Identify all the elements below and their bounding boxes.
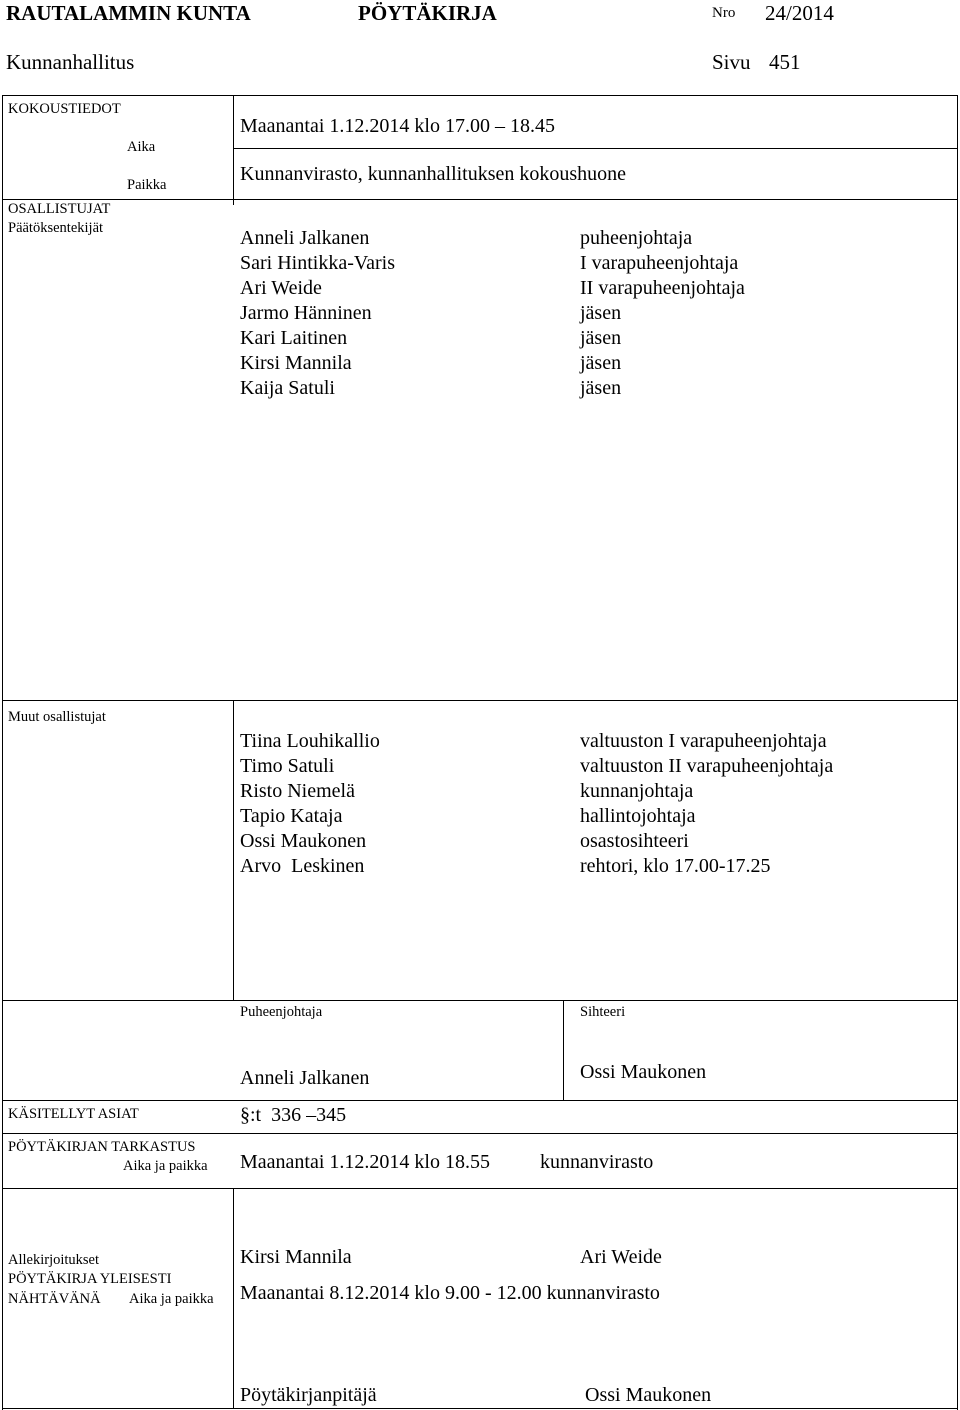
keeper-label: Pöytäkirjanpitäjä <box>240 1384 377 1406</box>
review-section-rule <box>2 1188 958 1189</box>
meeting-section-rule <box>2 199 958 200</box>
review-time-place-label: Aika ja paikka <box>123 1158 208 1174</box>
meeting-place: Kunnanvirasto, kunnanhallituksen kokoushuone <box>240 163 627 185</box>
member-name: Kari Laitinen <box>240 327 348 349</box>
member-role: jäsen <box>580 352 622 374</box>
others-section-rule <box>2 1000 958 1001</box>
column-divider <box>233 700 234 1000</box>
member-role: jäsen <box>580 327 622 349</box>
approver-name-2: Ari Weide <box>580 1246 662 1268</box>
approver-name-1: Kirsi Mannila <box>240 1246 352 1268</box>
document-type: PÖYTÄKIRJA <box>358 1 497 25</box>
time-label: Aika <box>127 139 156 155</box>
other-participants-label: Muut osallistujat <box>8 709 106 725</box>
other-name: Tapio Kataja <box>240 805 343 827</box>
member-role: puheenjohtaja <box>580 227 693 249</box>
handled-items-label: KÄSITELLYT ASIAT <box>8 1106 139 1122</box>
other-name: Arvo Leskinen <box>240 855 365 877</box>
page-number: 451 <box>769 50 801 74</box>
other-role: rehtori, klo 17.00-17.25 <box>580 855 771 877</box>
other-name: Risto Niemelä <box>240 780 355 802</box>
meeting-section-label: KOKOUSTIEDOT <box>8 101 121 117</box>
approvals-label: Allekirjoitukset <box>8 1252 100 1268</box>
keeper-name: Ossi Maukonen <box>585 1384 712 1406</box>
chair-name: Anneli Jalkanen <box>240 1067 370 1089</box>
secretary-name: Ossi Maukonen <box>580 1061 707 1083</box>
governing-body: Kunnanhallitus <box>6 50 135 74</box>
municipality-name: RAUTALAMMIN KUNTA <box>6 1 251 25</box>
column-divider <box>233 1188 234 1408</box>
handled-section-rule <box>2 1133 958 1134</box>
member-role: jäsen <box>580 377 622 399</box>
member-name: Anneli Jalkanen <box>240 227 370 249</box>
other-role: valtuuston I varapuheenjohtaja <box>580 730 827 752</box>
member-names <box>240 226 395 401</box>
frame-top-border <box>2 95 958 96</box>
participants-section-label: OSALLISTUJAT <box>8 201 111 217</box>
member-role: I varapuheenjohtaja <box>580 252 739 274</box>
document-number: 24/2014 <box>765 1 834 25</box>
frame-right-border <box>957 95 958 1410</box>
column-divider <box>233 95 234 205</box>
other-name: Timo Satuli <box>240 755 335 777</box>
member-role: II varapuheenjohtaja <box>580 277 745 299</box>
member-name: Kirsi Mannila <box>240 352 352 374</box>
number-label: Nro <box>712 5 736 21</box>
frame-bottom-border <box>2 1408 958 1409</box>
review-label: PÖYTÄKIRJAN TARKASTUS <box>8 1139 196 1155</box>
signature-column-divider <box>563 1000 564 1100</box>
other-name: Ossi Maukonen <box>240 830 367 852</box>
public-display-label: PÖYTÄKIRJA YLEISESTI <box>8 1271 172 1287</box>
frame-left-border <box>2 95 3 1410</box>
secretary-label: Sihteeri <box>580 1004 626 1020</box>
page-label: Sivu <box>712 50 751 74</box>
member-name: Jarmo Hänninen <box>240 302 372 324</box>
member-name: Sari Hintikka-Varis <box>240 252 395 274</box>
public-time-place-label: Aika ja paikka <box>129 1291 214 1307</box>
other-roles <box>580 729 833 879</box>
member-role: jäsen <box>580 302 622 324</box>
member-name: Ari Weide <box>240 277 322 299</box>
meeting-time: Maanantai 1.12.2014 klo 17.00 – 18.45 <box>240 115 555 137</box>
participants-section-rule <box>2 700 958 701</box>
other-role: kunnanjohtaja <box>580 780 694 802</box>
handled-items-value: §:t 336 –345 <box>240 1104 347 1126</box>
other-names <box>240 729 380 879</box>
signatures-section-rule <box>2 1100 958 1101</box>
decision-makers-label: Päätöksentekijät <box>8 220 104 236</box>
other-name: Tiina Louhikallio <box>240 730 380 752</box>
other-role: valtuuston II varapuheenjohtaja <box>580 755 834 777</box>
chair-label: Puheenjohtaja <box>240 1004 323 1020</box>
other-role: hallintojohtaja <box>580 805 696 827</box>
review-time: Maanantai 1.12.2014 klo 18.55 <box>240 1151 490 1173</box>
public-display-value: Maanantai 8.12.2014 klo 9.00 - 12.00 kunnanvirasto <box>240 1282 660 1304</box>
review-place: kunnanvirasto <box>540 1151 654 1173</box>
place-label: Paikka <box>127 177 167 193</box>
other-role: osastosihteeri <box>580 830 689 852</box>
public-display-label-2: NÄHTÄVÄNÄ <box>8 1291 101 1307</box>
member-name: Kaija Satuli <box>240 377 335 399</box>
meeting-time-rule <box>233 148 958 149</box>
member-roles <box>580 226 745 401</box>
